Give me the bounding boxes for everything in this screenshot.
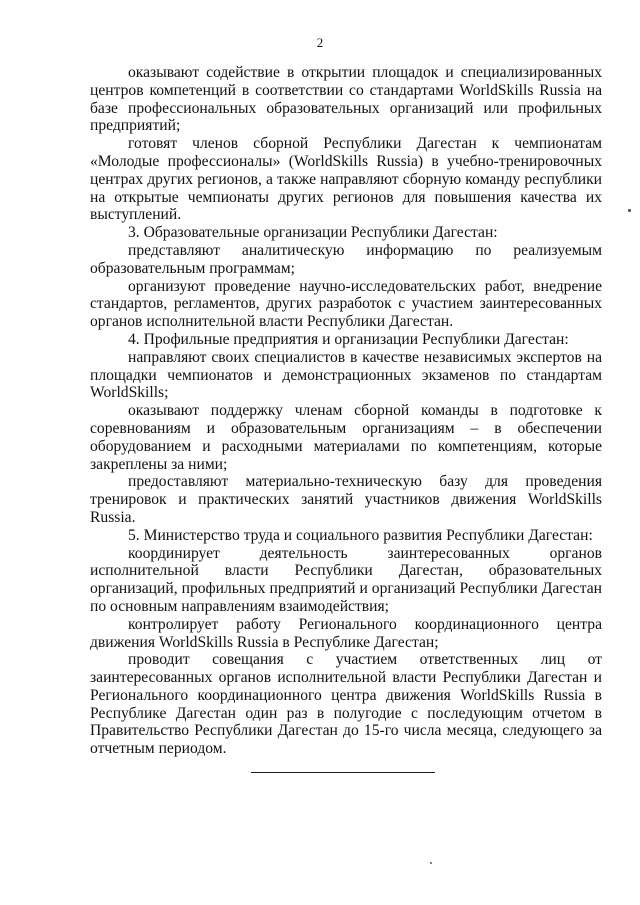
section-heading-educational-orgs: 3. Образовательные организации Республики Дагестан:: [128, 224, 498, 242]
paragraph-experts: направляют своих специалистов в качестве независимых экспертов на площадки чемпионатов и демонстрационных экзаменов по стандартам WorldSkills;: [90, 348, 602, 402]
section-heading-enterprises: 4. Профильные предприятия и организации Республики Дагестан:: [128, 330, 569, 348]
page-number: 2: [316, 35, 324, 50]
scan-speck: [628, 209, 631, 212]
document-body: [90, 64, 602, 758]
paragraph-analytics: представляют аналитическую информацию по реализуемым образовательным программам;: [90, 241, 602, 277]
paragraph-team-support: оказывают поддержку членам сборной команды в подготовке к соревнованиям и образовательным организациям – в обеспечении оборудованием и расходными материалами по компетенциям, которые закреплены за ними;: [90, 402, 602, 473]
section-heading-ministry: 5. Министерство труда и социального развития Республики Дагестан:: [128, 526, 593, 544]
scan-speck: [430, 862, 432, 864]
paragraph-training-base: предоставляют материально-техническую базу для проведения тренировок и практических занятий участников движения WorldSkills Russia.: [90, 473, 602, 526]
paragraph-research: организуют проведение научно-исследовательских работ, внедрение стандартов, регламентов, других разработок с участием заинтересованных органов исполнительной власти Республики Дагестан.: [90, 277, 602, 331]
paragraph-coordination: координирует деятельность заинтересованных органов исполнительной власти Республики Дагестан, образовательных организаций, профильных предприятий и организаций Республики Дагестан по основным направлениям взаимодействия;: [90, 544, 602, 615]
closing-rule: [251, 772, 435, 773]
paragraph-meetings: проводит совещания с участием ответственных лиц от заинтересованных органов исполнительной власти Республики Дагестан и Регионального координационного центра движения WorldSkills Russia в Республике Дагестан один раз в полугодие с последующим отчетом в Правительство Республики Дагестан до 15-го числа месяца, следующего за отчетным периодом.: [90, 651, 602, 758]
paragraph-control: контролирует работу Регионального координационного центра движения WorldSkills Russia в Республике Дагестан;: [90, 615, 602, 651]
paragraph-support-sites: оказывают содействие в открытии площадок и специализированных центров компетенций в соответствии со стандартами WorldSkills Russia на базе профессиональных образовательных организаций или профильных предприятий;: [90, 64, 602, 135]
paragraph-prepare-team: готовят членов сборной Республики Дагестан к чемпионатам «Молодые профессионалы» (WorldSkills Russia) в учебно-тренировочных центрах других регионов, а также направляют сборную команду республики на открытые чемпионаты других регионов для повышения качества их выступлений.: [90, 135, 602, 224]
